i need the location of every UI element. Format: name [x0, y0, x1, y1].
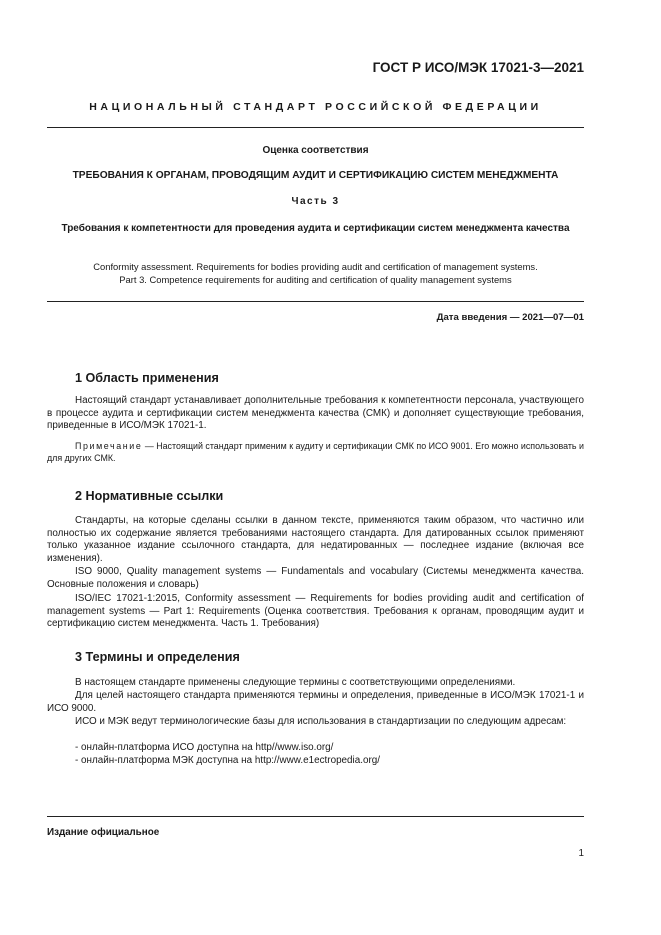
document-code: ГОСТ Р ИСО/МЭК 17021-3—2021 [372, 60, 584, 75]
section-2-paragraph-3: ISO/IEC 17021-1:2015, Conformity assessment — Requirements for bodies providing audit and certification of management systems — Part 1: Requirements (Оценка соответствия. Требования к органам, проводящим аудит и сертификацию систем менеджмента. Часть 1. Требования) [47, 593, 584, 630]
section-3-paragraph-3: ИСО и МЭК ведут терминологические базы для использования в стандартизации по следующим адресам: [75, 716, 567, 727]
section-1-note [47, 440, 584, 464]
section-3-paragraph-2: Для целей настоящего стандарта применяются термины и определения, приведенные в ИСО/МЭК 17021-1 и ИСО 9000. [47, 690, 584, 714]
list-item: - онлайн-платформа МЭК доступна на http://www.e1ectropedia.org/ [75, 755, 380, 766]
section-1-paragraph: Настоящий стандарт устанавливает дополнительные требования к компетентности персонала, участвующего в процессе аудита и сертификации систем менеджмента качества (СМК) и дополняет существующие требования, приведенные в ИСО/МЭК 17021-1. [47, 395, 584, 432]
page-number: 1 [578, 848, 584, 859]
national-standard-banner: НАЦИОНАЛЬНЫЙ СТАНДАРТ РОССИЙСКОЙ ФЕДЕРАЦИИ [89, 101, 542, 113]
section-2-paragraph-1: Стандарты, на которые сделаны ссылки в данном тексте, применяются таким образом, что частично или полностью их содержание является требованиями настоящего стандарта. Для датированных ссылок применяют только указанное издание ссылочного стандарта, для недатированных — последнее издание (включая все изменения). [47, 515, 584, 564]
divider-title-bottom [47, 301, 584, 302]
subject-title: Оценка соответствия [262, 145, 369, 156]
note-label: Примечание [75, 441, 143, 451]
list-item: - онлайн-платформа ИСО доступна на http//www.iso.org/ [75, 742, 334, 753]
official-edition-label: Издание официальное [47, 827, 160, 838]
main-title: ТРЕБОВАНИЯ К ОРГАНАМ, ПРОВОДЯЩИМ АУДИТ И СЕРТИФИКАЦИЮ СИСТЕМ МЕНЕДЖМЕНТА [72, 170, 559, 181]
section-1-heading: 1 Область применения [75, 371, 219, 385]
introduction-date: Дата введения — 2021—07—01 [436, 312, 584, 323]
part-label: Часть 3 [291, 196, 340, 207]
section-2-heading: 2 Нормативные ссылки [75, 489, 224, 503]
english-title-line-2: Part 3. Competence requirements for auditing and certification of quality management systems [119, 273, 512, 285]
section-2-paragraph-2: ISO 9000, Quality management systems — Fundamentals and vocabulary (Системы менеджмента качества. Основные положения и словарь) [47, 566, 584, 590]
section-3-paragraph-1: В настоящем стандарте применены следующие термины с соответствующими определениями. [75, 677, 516, 688]
section-3-heading: 3 Термины и определения [75, 650, 240, 664]
note-text: — Настоящий стандарт применим к аудиту и сертификации СМК по ИСО 9001. Его можно использовать и для других СМК. [47, 441, 584, 463]
divider-top [47, 127, 584, 128]
divider-footer [47, 816, 584, 817]
english-title [47, 261, 584, 286]
english-title-line-1: Conformity assessment. Requirements for bodies providing audit and certification of management systems. [93, 261, 538, 272]
part-subtitle: Требования к компетентности для проведения аудита и сертификации систем менеджмента качества [61, 223, 570, 234]
